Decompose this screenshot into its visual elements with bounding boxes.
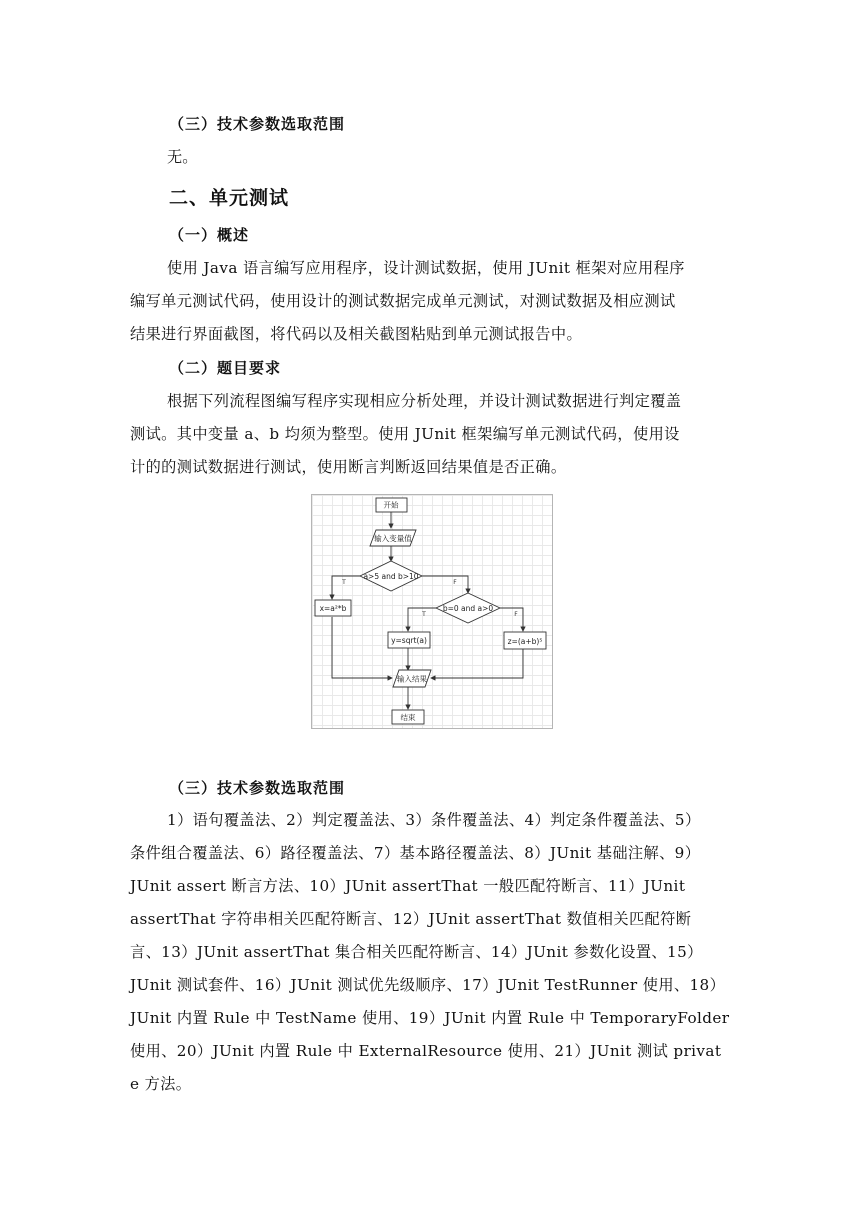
flow-false-label: F xyxy=(514,611,518,618)
section-heading-params-1: （三）技术参数选取范围 xyxy=(169,115,346,133)
flow-edge xyxy=(332,617,392,678)
paragraph-line: 根据下列流程图编写程序实现相应分析处理，并设计测试数据进行判定覆盖 xyxy=(167,392,682,410)
section-body-none: 无。 xyxy=(167,148,198,166)
flow-true-label: T xyxy=(422,611,426,618)
paragraph-line: 结果进行界面截图，将代码以及相关截图粘贴到单元测试报告中。 xyxy=(130,325,583,343)
flow-proc-z-text: z=(a+b)⁵ xyxy=(507,637,543,646)
flow-edge xyxy=(332,576,360,599)
chapter-title-unit-test: 二、单元测试 xyxy=(169,187,290,209)
paragraph-line: 使用 Java 语言编写应用程序，设计测试数据，使用 JUnit 框架对应用程序 xyxy=(167,259,685,277)
paragraph-line: 计的的测试数据进行测试，使用断言判断返回结果值是否正确。 xyxy=(130,458,567,476)
paragraph-line: JUnit assert 断言方法、10）JUnit assertThat 一般匹配符断言、11）JUnit xyxy=(130,877,686,895)
paragraph-line: e 方法。 xyxy=(130,1075,192,1093)
paragraph-line: 言、13）JUnit assertThat 集合相关匹配符断言、14）JUnit 参数化设置、15） xyxy=(130,943,703,961)
paragraph-line: JUnit 内置 Rule 中 TestName 使用、19）JUnit 内置 Rule 中 TemporaryFolder xyxy=(130,1009,730,1027)
paragraph-line: 编写单元测试代码，使用设计的测试数据完成单元测试，对测试数据及相应测试 xyxy=(130,292,676,310)
flow-edge xyxy=(500,608,523,631)
flowchart-svg xyxy=(312,495,552,728)
paragraph-line: 1）语句覆盖法、2）判定覆盖法、3）条件覆盖法、4）判定条件覆盖法、5） xyxy=(167,811,701,829)
requirements-paragraph xyxy=(130,385,681,484)
params-paragraph xyxy=(130,804,729,1101)
paragraph-line: assertThat 字符串相关匹配符断言、12）JUnit assertThat 数值相关匹配符断 xyxy=(130,910,692,928)
flow-proc-y-text: y=sqrt(a) xyxy=(391,636,427,645)
paragraph-line: 条件组合覆盖法、6）路径覆盖法、7）基本路径覆盖法、8）JUnit 基础注解、9） xyxy=(130,844,701,862)
section-heading-overview: （一）概述 xyxy=(169,226,250,244)
flow-cond1-text: a>5 and b>10 xyxy=(363,572,419,581)
section-heading-params-2: （三）技术参数选取范围 xyxy=(169,779,346,797)
flow-end-text: 结束 xyxy=(400,713,416,722)
flow-input-text: 输入变量值 xyxy=(374,534,412,543)
flow-start-text: 开始 xyxy=(383,500,399,510)
section-heading-requirements: （二）题目要求 xyxy=(169,359,282,377)
flowchart-figure xyxy=(311,494,553,729)
paragraph-line: JUnit 测试套件、16）JUnit 测试优先级顺序、17）JUnit TestRunner 使用、18） xyxy=(130,976,726,994)
flow-edge xyxy=(431,649,523,678)
paragraph-line: 测试。其中变量 a、b 均须为整型。使用 JUnit 框架编写单元测试代码，使用设 xyxy=(130,425,680,443)
overview-paragraph xyxy=(130,252,685,351)
flow-edge xyxy=(422,576,468,593)
flow-proc-x-text: x=a²*b xyxy=(319,604,347,613)
flow-false-label: F xyxy=(453,579,457,586)
flow-cond2-text: b=0 and a>0 xyxy=(442,604,494,613)
paragraph-line: 使用、20）JUnit 内置 Rule 中 ExternalResource 使用、21）JUnit 测试 privat xyxy=(130,1042,722,1060)
flow-true-label: T xyxy=(342,579,346,586)
flow-output-text: 输入结果 xyxy=(397,674,427,684)
